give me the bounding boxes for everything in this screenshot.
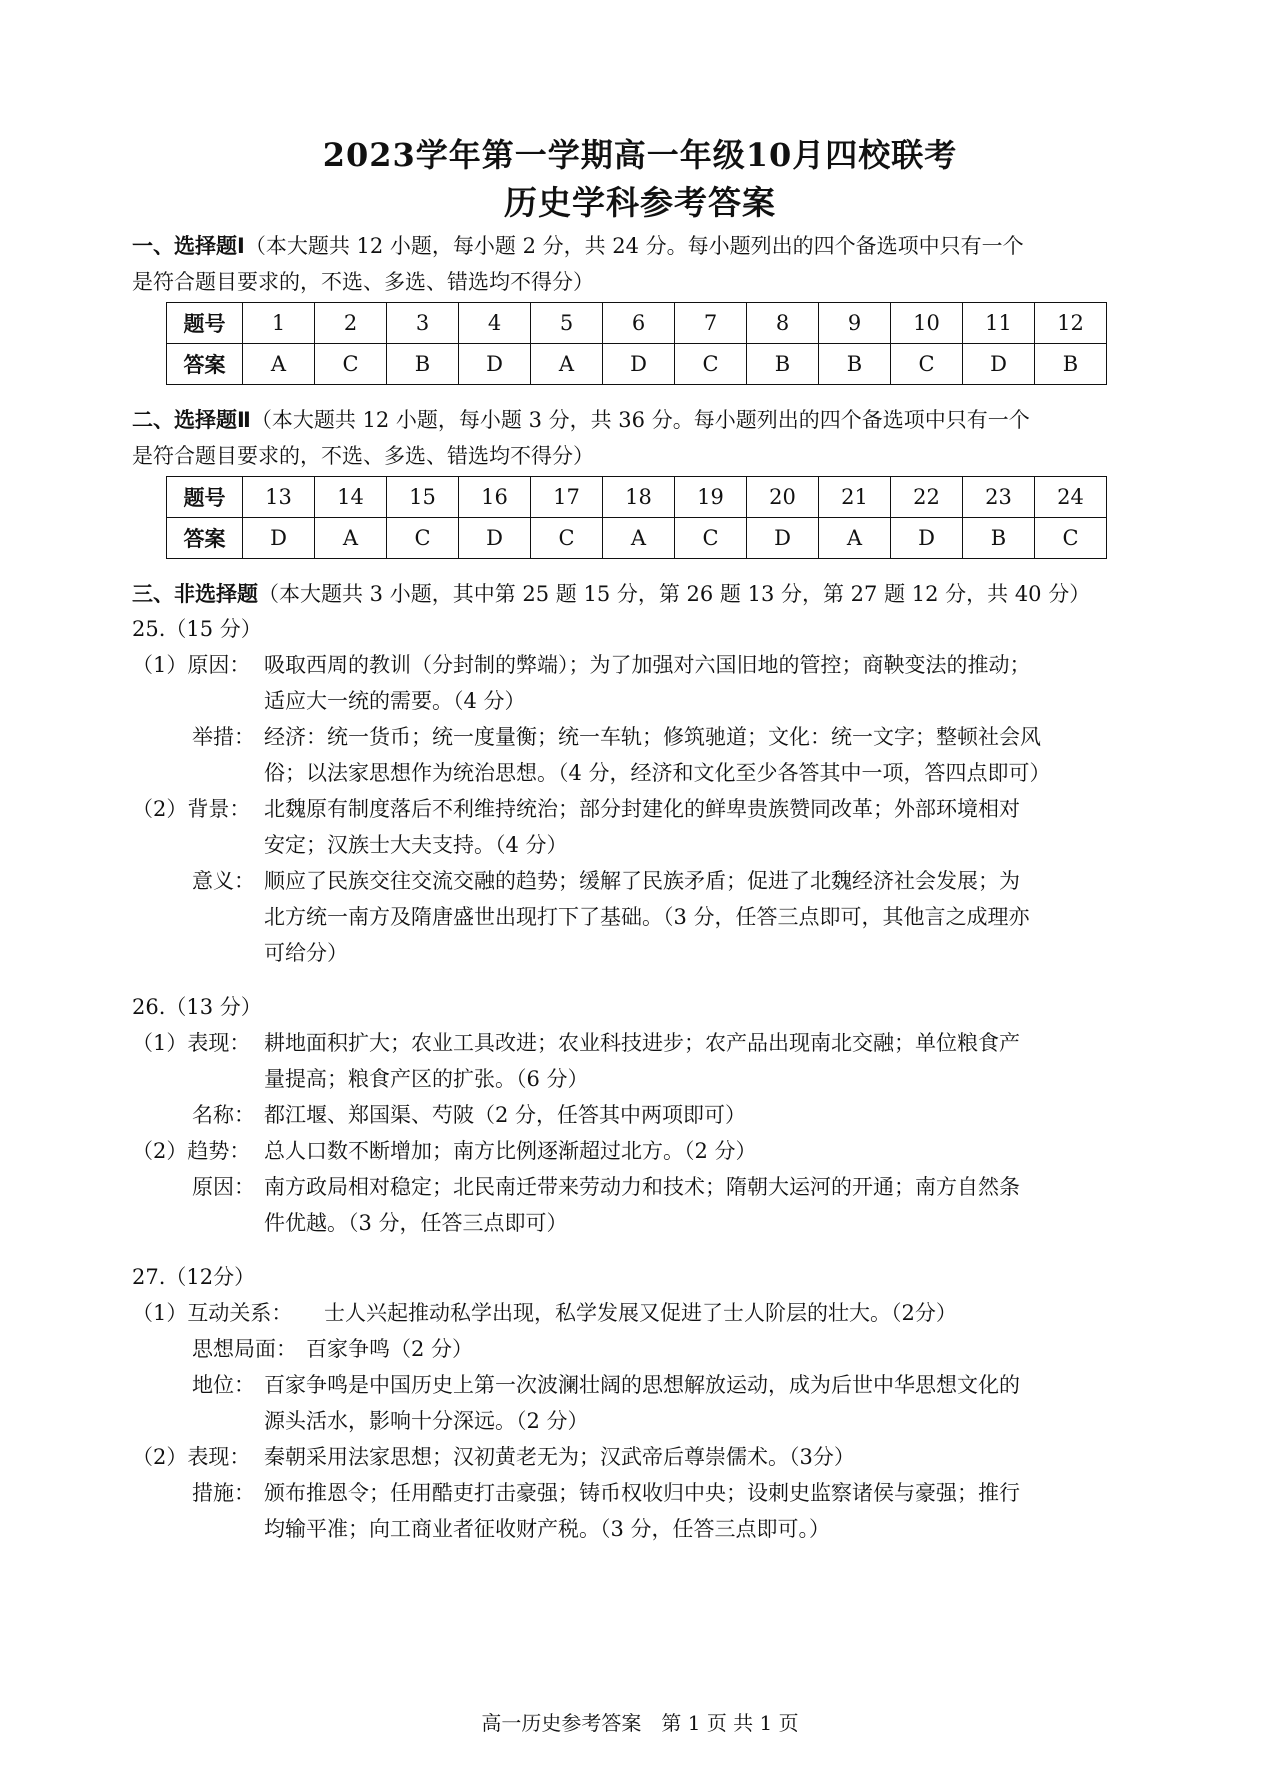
section2-desc-line2: 是符合题目要求的，不选、多选、错选均不得分） xyxy=(132,444,594,468)
q26-p1-name: 都江堰、郑国渠、芍陂（2 分，任答其中两项即可） xyxy=(264,1103,747,1127)
q25-number: 25.（15 分） xyxy=(132,617,262,641)
section3-heading: 三、非选择题 xyxy=(132,582,258,606)
q27-p1-status-label: 地位： xyxy=(192,1373,255,1397)
answer-cell: B xyxy=(747,344,819,385)
q25-p1-measure-line2: 俗；以法家思想作为统治思想。（4 分，经济和文化至少各答其中一项，答四点即可） xyxy=(264,761,1051,785)
q27-p2-show: 秦朝采用法家思想；汉初黄老无为；汉武帝后尊崇儒术。（3分） xyxy=(264,1445,855,1469)
answer-cell: C xyxy=(891,344,963,385)
answer-cell: C xyxy=(675,518,747,559)
q25-p2-significance-line3: 可给分） xyxy=(264,941,348,965)
q25-p2-significance-label: 意义： xyxy=(192,869,255,893)
section2-answer-table xyxy=(166,476,1107,559)
question-number-cell: 7 xyxy=(675,303,747,344)
q25-p1-reason-label: （1）原因： xyxy=(132,653,251,677)
section1-desc-line1: （本大题共 12 小题，每小题 2 分，共 24 分。每小题列出的四个备选项中只有一个 xyxy=(244,234,1024,258)
answer-cell: A xyxy=(603,518,675,559)
q27-p1-relation: 士人兴起推动私学出现，私学发展又促进了士人阶层的壮大。（2分） xyxy=(324,1301,957,1325)
question-number-cell: 17 xyxy=(531,477,603,518)
answer-cell: B xyxy=(963,518,1035,559)
question-number-cell: 24 xyxy=(1035,477,1107,518)
answer-cell: D xyxy=(243,518,315,559)
q25-p2-background-label: （2）背景： xyxy=(132,797,251,821)
question-row xyxy=(167,477,1107,518)
section3-header xyxy=(132,576,1162,612)
question-number-cell: 19 xyxy=(675,477,747,518)
section2-desc-line1: （本大题共 12 小题，每小题 3 分，共 36 分。每小题列出的四个备选项中只有一个 xyxy=(250,408,1030,432)
question-number-cell: 21 xyxy=(819,477,891,518)
question-number-cell: 4 xyxy=(459,303,531,344)
q27-p2-label: （2）表现： xyxy=(132,1445,251,1469)
page-subtitle: 历史学科参考答案 xyxy=(504,183,776,222)
question-number-cell: 22 xyxy=(891,477,963,518)
question-number-cell: 9 xyxy=(819,303,891,344)
question-number-cell: 15 xyxy=(387,477,459,518)
question-number-cell: 14 xyxy=(315,477,387,518)
q27-p2-measure-label: 措施： xyxy=(192,1481,255,1505)
q26-p2-reason-line2: 件优越。（3 分，任答三点即可） xyxy=(264,1211,568,1235)
q25-p1-reason-line2: 适应大一统的需要。（4 分） xyxy=(264,689,526,713)
q26-p1-name-label: 名称： xyxy=(192,1103,255,1127)
q27-p1-status-line1: 百家争鸣是中国历史上第一次波澜壮阔的思想解放运动，成为后世中华思想文化的 xyxy=(264,1373,1020,1397)
q27-p1-thought-label: 思想局面： xyxy=(192,1337,297,1361)
answer-cell: C xyxy=(531,518,603,559)
answer-row-label: 答案 xyxy=(167,518,243,559)
question-number-cell: 23 xyxy=(963,477,1035,518)
q27-p1-label: （1）互动关系： xyxy=(132,1301,293,1325)
q26-p2-label: （2）趋势： xyxy=(132,1139,251,1163)
q25-p2-significance-line1: 顺应了民族交往交流交融的趋势；缓解了民族矛盾；促进了北魏经济社会发展；为 xyxy=(264,869,1020,893)
section1-desc-line2: 是符合题目要求的，不选、多选、错选均不得分） xyxy=(132,270,594,294)
answer-cell: A xyxy=(819,518,891,559)
answer-cell: D xyxy=(747,518,819,559)
answer-row xyxy=(167,518,1107,559)
q26-p1-line2: 量提高；粮食产区的扩张。（6 分） xyxy=(264,1067,589,1091)
question-number-cell: 8 xyxy=(747,303,819,344)
section2-header xyxy=(132,402,1162,474)
q27-p2-measure-line2: 均输平准；向工商业者征收财产税。（3 分，任答三点即可。） xyxy=(264,1517,831,1541)
q26-p2-trend: 总人口数不断增加；南方比例逐渐超过北方。（2 分） xyxy=(264,1139,757,1163)
q27-number: 27.（12分） xyxy=(132,1265,256,1289)
question-number-cell: 1 xyxy=(243,303,315,344)
q25-p1-measure-line1: 经济：统一货币；统一度量衡；统一车轨；修筑驰道；文化：统一文字；整顿社会风 xyxy=(264,725,1041,749)
answer-cell: B xyxy=(819,344,891,385)
question-number-cell: 12 xyxy=(1035,303,1107,344)
q26-number: 26.（13 分） xyxy=(132,995,262,1019)
question-row-label: 题号 xyxy=(167,303,243,344)
section3-desc: （本大题共 3 小题，其中第 25 题 15 分，第 26 题 13 分，第 27 题 12 分，共 40 分） xyxy=(258,582,1091,606)
q25-p2-background-line2: 安定；汉族士大夫支持。（4 分） xyxy=(264,833,568,857)
q25-p1-reason-line1: 吸取西周的教训（分封制的弊端）；为了加强对六国旧地的管控；商鞅变法的推动； xyxy=(264,653,1031,677)
q27-p2-measure-line1: 颁布推恩令；任用酷吏打击豪强；铸币权收归中央；设刺史监察诸侯与豪强；推行 xyxy=(264,1481,1020,1505)
q27-p1-status-line2: 源头活水，影响十分深远。（2 分） xyxy=(264,1409,589,1433)
answer-cell: A xyxy=(531,344,603,385)
answer-cell: A xyxy=(243,344,315,385)
q26-p2-reason-line1: 南方政局相对稳定；北民南迁带来劳动力和技术；隋朝大运河的开通；南方自然条 xyxy=(264,1175,1020,1199)
answer-cell: D xyxy=(891,518,963,559)
answer-cell: B xyxy=(387,344,459,385)
q26-p2-reason-label: 原因： xyxy=(192,1175,255,1199)
question-number-cell: 10 xyxy=(891,303,963,344)
q25-p1-measure-label: 举措： xyxy=(192,725,255,749)
section1-answer-table xyxy=(166,302,1107,385)
answer-cell: C xyxy=(675,344,747,385)
question-row xyxy=(167,303,1107,344)
answer-cell: D xyxy=(459,518,531,559)
answer-cell: C xyxy=(315,344,387,385)
question-number-cell: 18 xyxy=(603,477,675,518)
answer-row xyxy=(167,344,1107,385)
section1-header xyxy=(132,228,1162,300)
question-number-cell: 5 xyxy=(531,303,603,344)
question-row-label: 题号 xyxy=(167,477,243,518)
question-number-cell: 11 xyxy=(963,303,1035,344)
answer-cell: C xyxy=(1035,518,1107,559)
page-footer: 高一历史参考答案 第 1 页 共 1 页 xyxy=(481,1711,799,1735)
question-number-cell: 13 xyxy=(243,477,315,518)
answer-cell: D xyxy=(963,344,1035,385)
question-number-cell: 16 xyxy=(459,477,531,518)
answer-cell: A xyxy=(315,518,387,559)
answer-cell: C xyxy=(387,518,459,559)
answer-cell: D xyxy=(603,344,675,385)
answer-cell: D xyxy=(459,344,531,385)
question-number-cell: 3 xyxy=(387,303,459,344)
q26-p1-label: （1）表现： xyxy=(132,1031,251,1055)
q25-p2-background-line1: 北魏原有制度落后不利维持统治；部分封建化的鲜卑贵族赞同改革；外部环境相对 xyxy=(264,797,1020,821)
question-number-cell: 2 xyxy=(315,303,387,344)
question-number-cell: 20 xyxy=(747,477,819,518)
page-title: 2023学年第一学期高一年级10月四校联考 xyxy=(322,136,958,174)
q26-p1-line1: 耕地面积扩大；农业工具改进；农业科技进步；农产品出现南北交融；单位粮食产 xyxy=(264,1031,1020,1055)
question-number-cell: 6 xyxy=(603,303,675,344)
section2-heading: 二、选择题Ⅱ xyxy=(132,408,251,432)
answer-cell: B xyxy=(1035,344,1107,385)
q27-p1-thought: 百家争鸣（2 分） xyxy=(306,1337,474,1361)
section1-heading: 一、选择题Ⅰ xyxy=(132,234,245,258)
answer-row-label: 答案 xyxy=(167,344,243,385)
q25-p2-significance-line2: 北方统一南方及隋唐盛世出现打下了基础。（3 分，任答三点即可，其他言之成理亦 xyxy=(264,905,1030,929)
